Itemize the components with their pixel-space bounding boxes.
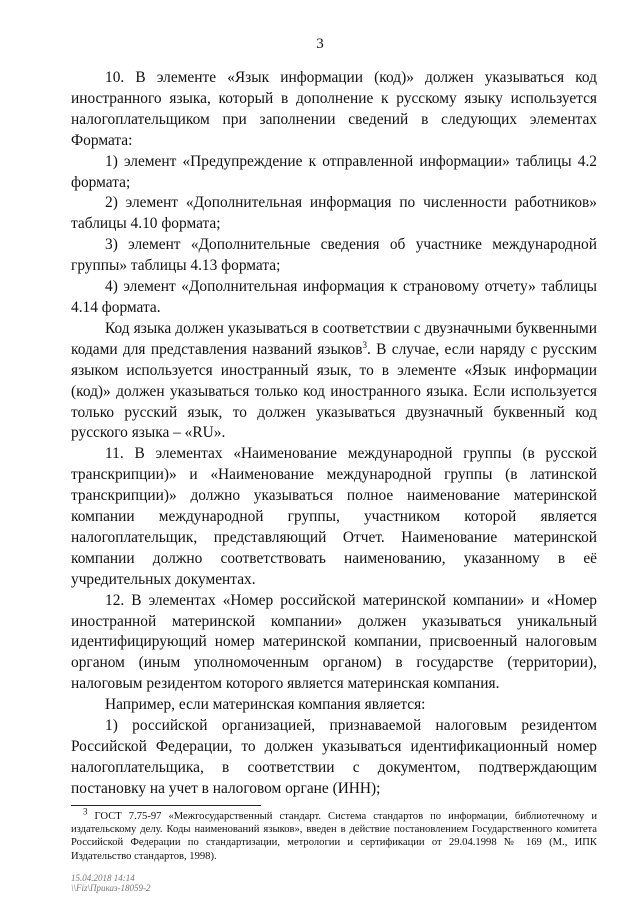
stamp-path: \\Fiz\Приказ-18059-2 <box>71 883 151 893</box>
footnote-mark: 3 <box>83 806 88 817</box>
example-item-1: 1) российской организацией, признаваемой налоговым резидентом Российской Федерации, то должен указываться идентификационный номер налогоплательщика, в соответствии с документом, подтверждающим постановку на учет в налоговом органе (ИНН); <box>71 717 597 797</box>
list-item-2: 2) элемент «Дополнительная информация по численности работников» таблицы 4.10 формата; <box>71 194 597 233</box>
document-body <box>71 68 597 800</box>
list-item-3: 3) элемент «Дополнительные сведения об участнике международной группы» таблицы 4.13 формата; <box>71 236 597 275</box>
paragraph-11: 11. В элементах «Наименование международной группы (в русской транскрипции)» и «Наименование международной группы (в латинской транскрипции)» должно указываться полное наименование материнской компании международной группы, участником которой является налогоплательщик, представляющий Отчет. Наименование материнской компании должно соответствовать наименованию, указанному в её учредительных документах. <box>71 445 597 588</box>
language-code-text-continued: . В случае, если наряду с русским языком используется иностранный язык, то в элементе «Язык информации (код)» должен указываться только код иностранного языка. Если используется только русский язык, то должен указываться двузначный буквенный код русского языка – «RU». <box>71 340 597 442</box>
footnote-divider <box>71 805 261 806</box>
footnote <box>71 806 597 863</box>
list-item-1: 1) элемент «Предупреждение к отправленной информации» таблицы 4.2 формата; <box>71 152 597 191</box>
footnote-reference: 3 <box>362 339 367 350</box>
example-intro: Например, если материнская компания является: <box>105 696 426 714</box>
language-code-paragraph <box>71 319 597 444</box>
print-stamp <box>71 873 151 893</box>
stamp-date: 15.04.2018 14:14 <box>71 873 135 883</box>
list-item-4: 4) элемент «Дополнительная информация к страновому отчету» таблицы 4.14 формата. <box>71 278 597 316</box>
language-code-text: Код языка должен указываться в соответствии с двузначными буквенными кодами для представления названий языков <box>71 319 597 358</box>
paragraph-10: 10. В элементе «Язык информации (код)» должен указываться код иностранного языка, который в дополнение к русскому языку используется налогоплательщиком при заполнении сведений в следующих элементах Формата: <box>71 69 597 149</box>
footnote-text: ГОСТ 7.75-97 «Межгосударственный стандарт. Система стандартов по информации, библиотечному и издательскому делу. Коды наименований языков», введен в действие постановлением Государственного комитета Российской Федерации по стандартизации, метрологии и сертификации от 29.04.1998 № 169 (М., ИПК Издательство стандартов, 1998). <box>71 811 597 862</box>
paragraph-12: 12. В элементах «Номер российской материнской компании» и «Номер иностранной материнской компании» должен указываться уникальный идентифицирующий номер материнской компании, присвоенный налоговым органом (иным уполномоченным органом) в государстве (территории), налоговым резидентом которого является материнская компания. <box>71 591 597 693</box>
page-number: 3 <box>316 36 324 52</box>
